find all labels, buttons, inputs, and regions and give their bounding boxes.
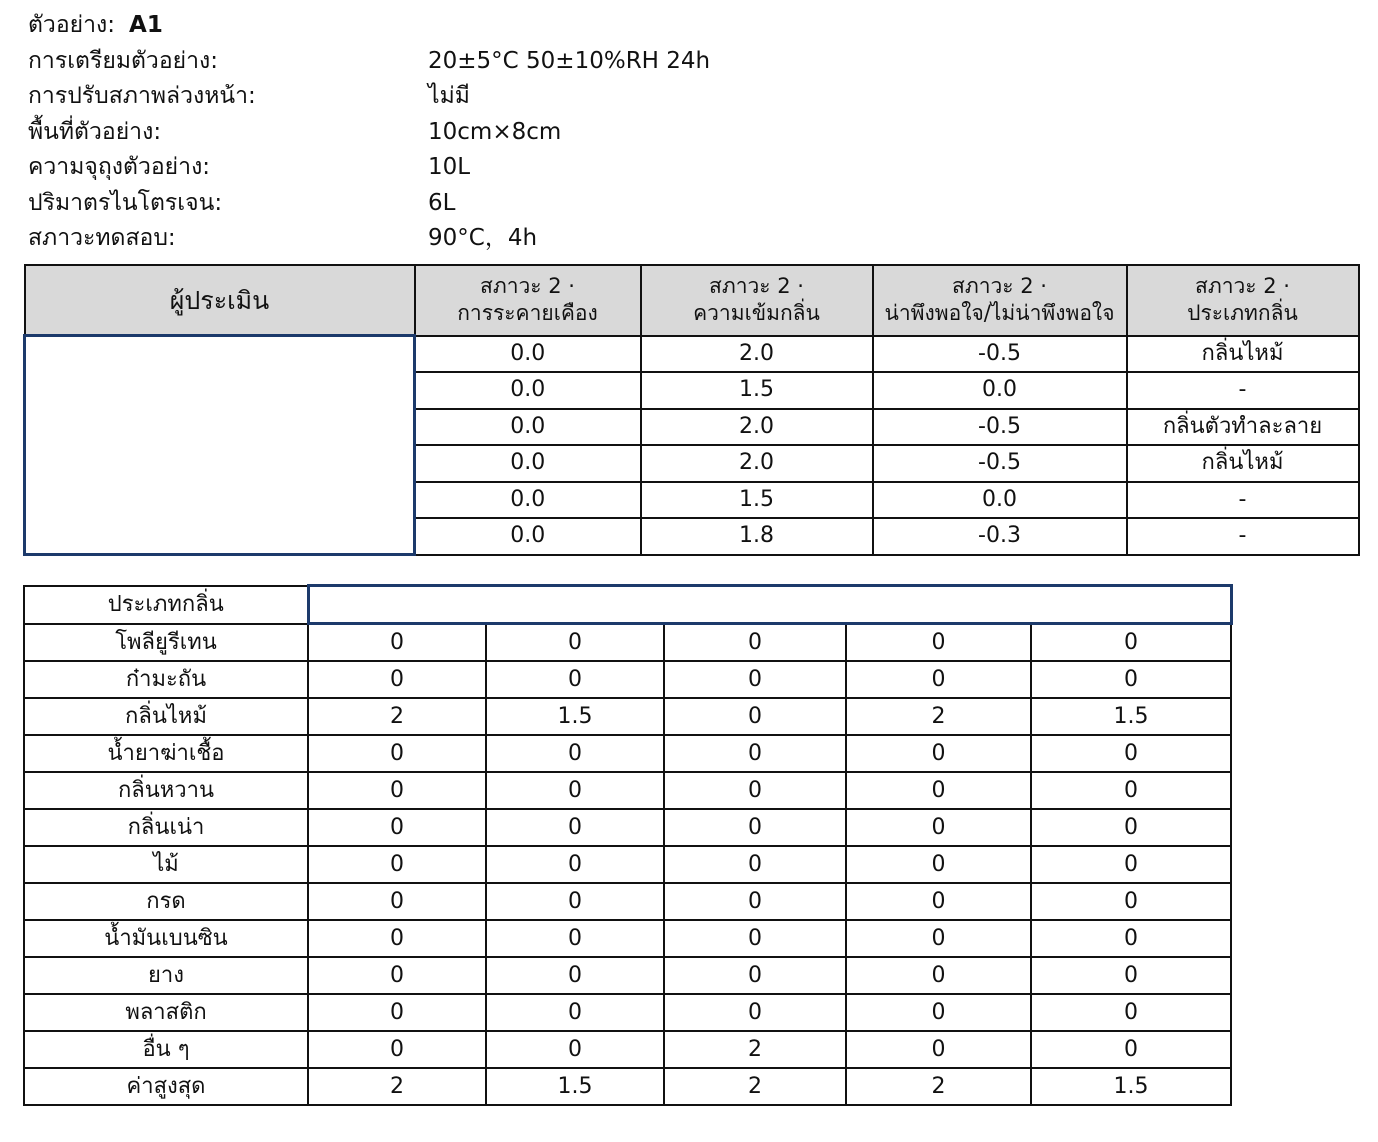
odor-header-row — [24, 586, 1231, 624]
table-cell: 1.5 — [641, 482, 873, 519]
odor-row — [24, 661, 1231, 698]
table-cell: 0.0 — [415, 482, 641, 519]
odor-row-label: กลิ่นเน่า — [24, 809, 308, 846]
odor-row-label: กลิ่นหวาน — [24, 772, 308, 809]
odor-value-cell: 0 — [1031, 846, 1231, 883]
odor-value-cell: 0 — [846, 846, 1031, 883]
odor-value-cell: 0 — [1031, 661, 1231, 698]
odor-value-cell: 0 — [846, 920, 1031, 957]
max-value-row — [24, 1068, 1231, 1105]
sample-id-value: A1 — [129, 12, 163, 38]
column-header-intensity: สภาวะ 2 · ความเข้มกลิ่น — [641, 265, 873, 336]
table-cell: -0.5 — [873, 409, 1127, 446]
odor-value-cell: 0 — [664, 809, 846, 846]
odor-value-cell: 0 — [846, 661, 1031, 698]
odor-row — [24, 920, 1231, 957]
info-value: 90°C，4h — [428, 225, 538, 251]
evaluation-table — [23, 264, 1360, 556]
odor-value-cell: 0 — [308, 809, 486, 846]
table-cell: - — [1127, 482, 1359, 519]
odor-value-cell: 0 — [308, 846, 486, 883]
odor-type-table — [23, 584, 1233, 1106]
table-cell: กลิ่นตัวทำละลาย — [1127, 409, 1359, 446]
odor-value-cell: 0 — [664, 846, 846, 883]
odor-row — [24, 735, 1231, 772]
info-value: 10cm×8cm — [428, 118, 562, 145]
odor-value-cell: 0 — [664, 957, 846, 994]
evaluator-names-cell — [25, 336, 415, 555]
odor-value-cell: 0 — [308, 957, 486, 994]
table-cell: 1.5 — [641, 372, 873, 409]
odor-value-cell: 0 — [486, 1031, 664, 1068]
odor-value-cell: 0 — [664, 735, 846, 772]
odor-value-cell: 0 — [846, 1031, 1031, 1068]
odor-row-label: ยาง — [24, 957, 308, 994]
column-header-odor-type: สภาวะ 2 · ประเภทกลิ่น — [1127, 265, 1359, 336]
odor-value-cell: 0 — [486, 994, 664, 1031]
table-cell: 0.0 — [415, 518, 641, 555]
table-cell: กลิ่นไหม้ — [1127, 336, 1359, 373]
info-label: ความจุถุงตัวอย่าง: — [28, 154, 211, 180]
table-cell: - — [1127, 518, 1359, 555]
info-value: 10L — [428, 154, 471, 180]
odor-value-cell: 0 — [846, 735, 1031, 772]
info-value: ไม่มี — [428, 83, 470, 109]
odor-value-cell: 0 — [664, 698, 846, 735]
table-cell: 0.0 — [415, 409, 641, 446]
odor-value-cell: 2 — [846, 698, 1031, 735]
odor-value-cell: 2 — [664, 1031, 846, 1068]
table-row — [25, 336, 1359, 373]
odor-value-cell: 2 — [846, 1068, 1031, 1105]
info-value: 6L — [428, 189, 456, 216]
odor-value-cell: 0 — [308, 1031, 486, 1068]
odor-value-cell: 2 — [308, 698, 486, 735]
odor-value-cell: 0 — [486, 846, 664, 883]
odor-value-cell: 0 — [308, 661, 486, 698]
odor-row — [24, 883, 1231, 920]
odor-value-cell: 0 — [486, 661, 664, 698]
info-label: การปรับสภาพล่วงหน้า: — [28, 83, 256, 109]
odor-value-cell: 2 — [664, 1068, 846, 1105]
odor-value-cell: 0 — [1031, 809, 1231, 846]
odor-value-cell: 0 — [664, 624, 846, 662]
info-label: สภาวะทดสอบ: — [28, 225, 176, 251]
odor-row — [24, 772, 1231, 809]
odor-value-cell: 0 — [1031, 920, 1231, 957]
odor-value-cell: 0 — [1031, 624, 1231, 662]
column-header-irritation: สภาวะ 2 · การระคายเคือง — [415, 265, 641, 336]
odor-value-cell: 0 — [846, 809, 1031, 846]
table-cell: - — [1127, 372, 1359, 409]
odor-row-label: อื่น ๆ — [24, 1031, 308, 1068]
odor-value-cell: 0 — [1031, 772, 1231, 809]
table-cell: 0.0 — [415, 336, 641, 373]
table-cell: 2.0 — [641, 336, 873, 373]
odor-row-label: น้ำยาฆ่าเชื้อ — [24, 735, 308, 772]
sample-id-label: ตัวอย่าง: A1 — [28, 12, 163, 38]
odor-value-cell: 1.5 — [1031, 698, 1231, 735]
column-header-hedonic: สภาวะ 2 · น่าพึงพอใจ/ไม่น่าพึงพอใจ — [873, 265, 1127, 336]
odor-row-label: พลาสติก — [24, 994, 308, 1031]
table-cell: 2.0 — [641, 445, 873, 482]
odor-value-cell: 0 — [1031, 957, 1231, 994]
info-label: การเตรียมตัวอย่าง: — [28, 47, 219, 74]
odor-row — [24, 1031, 1231, 1068]
odor-value-cell: 2 — [308, 1068, 486, 1105]
odor-value-cell: 0 — [308, 994, 486, 1031]
odor-row — [24, 957, 1231, 994]
odor-value-cell: 0 — [846, 624, 1031, 662]
odor-row-label: ก๋ามะถัน — [24, 661, 308, 698]
table-cell: กลิ่นไหม้ — [1127, 445, 1359, 482]
odor-value-cell: 0 — [308, 920, 486, 957]
odor-value-cell: 0 — [308, 772, 486, 809]
odor-value-cell: 1.5 — [486, 698, 664, 735]
odor-row — [24, 994, 1231, 1031]
odor-type-header: ประเภทกลิ่น — [24, 586, 308, 624]
odor-header-blank-cell — [308, 586, 1231, 624]
odor-value-cell: 0 — [1031, 1031, 1231, 1068]
odor-row-label: กรด — [24, 883, 308, 920]
evaluation-header-row — [25, 265, 1359, 336]
odor-value-cell: 0 — [846, 772, 1031, 809]
odor-value-cell: 0 — [664, 661, 846, 698]
odor-row — [24, 809, 1231, 846]
odor-value-cell: 0 — [308, 624, 486, 662]
table-cell: 0.0 — [873, 482, 1127, 519]
odor-value-cell: 0 — [486, 809, 664, 846]
odor-value-cell: 0 — [1031, 883, 1231, 920]
table-cell: -0.5 — [873, 336, 1127, 373]
evaluator-header: ผู้ประเมิน — [25, 265, 415, 336]
table-cell: 2.0 — [641, 409, 873, 446]
odor-row-label: กลิ่นไหม้ — [24, 698, 308, 735]
odor-value-cell: 1.5 — [486, 1068, 664, 1105]
info-value: 20±5°C 50±10%RH 24h — [428, 47, 711, 74]
odor-value-cell: 0 — [486, 883, 664, 920]
odor-value-cell: 0 — [846, 994, 1031, 1031]
table-cell: 0.0 — [415, 372, 641, 409]
odor-value-cell: 0 — [664, 920, 846, 957]
odor-value-cell: 0 — [846, 883, 1031, 920]
table-cell: 1.8 — [641, 518, 873, 555]
odor-value-cell: 0 — [486, 957, 664, 994]
odor-row-label: ค่าสูงสุด — [24, 1068, 308, 1105]
odor-row-label: น้ำมันเบนซิน — [24, 920, 308, 957]
odor-row-label: โพลียูรีเทน — [24, 624, 308, 662]
odor-value-cell: 0 — [308, 735, 486, 772]
info-label: ปริมาตรไนโตรเจน: — [28, 189, 223, 216]
odor-row-label: ไม้ — [24, 846, 308, 883]
odor-value-cell: 0 — [486, 624, 664, 662]
info-label: พื้นที่ตัวอย่าง: — [28, 118, 162, 145]
odor-value-cell: 0 — [486, 772, 664, 809]
odor-value-cell: 0 — [1031, 735, 1231, 772]
odor-value-cell: 0 — [1031, 994, 1231, 1031]
odor-value-cell: 0 — [308, 883, 486, 920]
table-cell: 0.0 — [415, 445, 641, 482]
odor-row — [24, 846, 1231, 883]
odor-value-cell: 0 — [486, 735, 664, 772]
table-cell: 0.0 — [873, 372, 1127, 409]
table-cell: -0.3 — [873, 518, 1127, 555]
odor-value-cell: 0 — [486, 920, 664, 957]
table-cell: -0.5 — [873, 445, 1127, 482]
odor-value-cell: 1.5 — [1031, 1068, 1231, 1105]
odor-value-cell: 0 — [846, 957, 1031, 994]
odor-value-cell: 0 — [664, 994, 846, 1031]
odor-row — [24, 624, 1231, 662]
odor-value-cell: 0 — [664, 772, 846, 809]
odor-row — [24, 698, 1231, 735]
odor-value-cell: 0 — [664, 883, 846, 920]
